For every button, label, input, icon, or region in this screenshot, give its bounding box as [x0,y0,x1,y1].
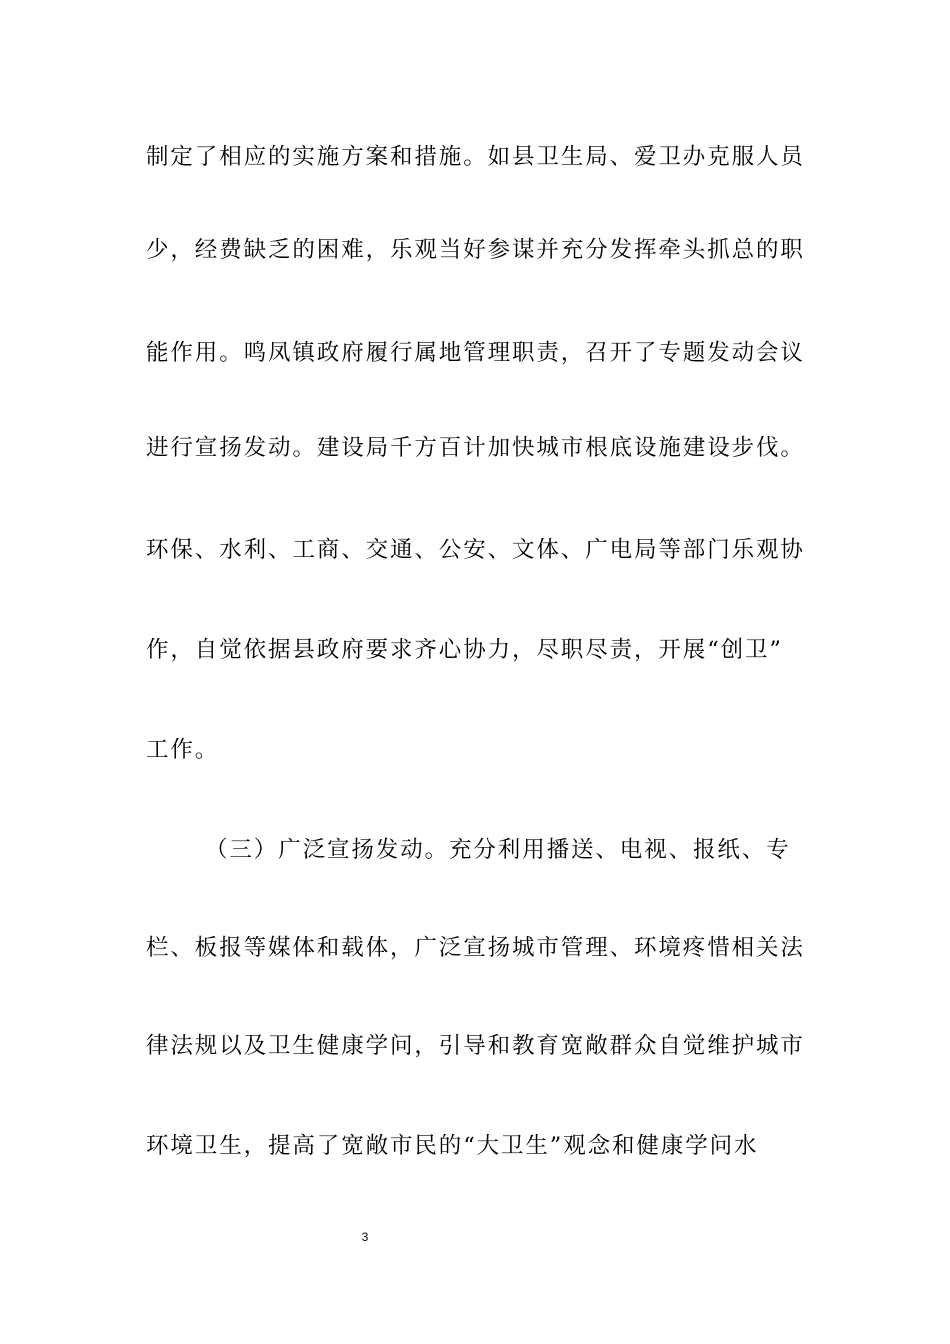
text-line: 作，自觉依据县政府要求齐心协力，尽职尽责，开展“创卫” [146,637,783,663]
page-number: 3 [361,1230,369,1244]
paragraph-heading-line: （三）广泛宣扬发动。充分利用播送、电视、报纸、专 [205,837,791,863]
text-line: 环保、水利、工商、交通、公安、文体、广电局等部门乐观协 [146,537,805,563]
text-line: 环境卫生，提高了宽敞市民的“大卫生”观念和健康学问水 [146,1133,759,1159]
text-line: 能作用。鸣凤镇政府履行属地管理职责，召开了专题发动会议 [146,340,805,366]
text-line: 律法规以及卫生健康学问，引导和教育宽敞群众自觉维护城市 [146,1033,805,1059]
text-line: 进行宣扬发动。建设局千方百计加快城市根底设施建设步伐。 [146,435,805,461]
text-line: 栏、板报等媒体和载体，广泛宣扬城市管理、环境疼惜相关法 [146,935,805,961]
text-line: 工作。 [146,737,220,763]
text-line: 制定了相应的实施方案和措施。如县卫生局、爱卫办克服人员 [146,144,805,170]
text-line: 少，经费缺乏的困难，乐观当好参谋并充分发挥牵头抓总的职 [146,237,805,263]
